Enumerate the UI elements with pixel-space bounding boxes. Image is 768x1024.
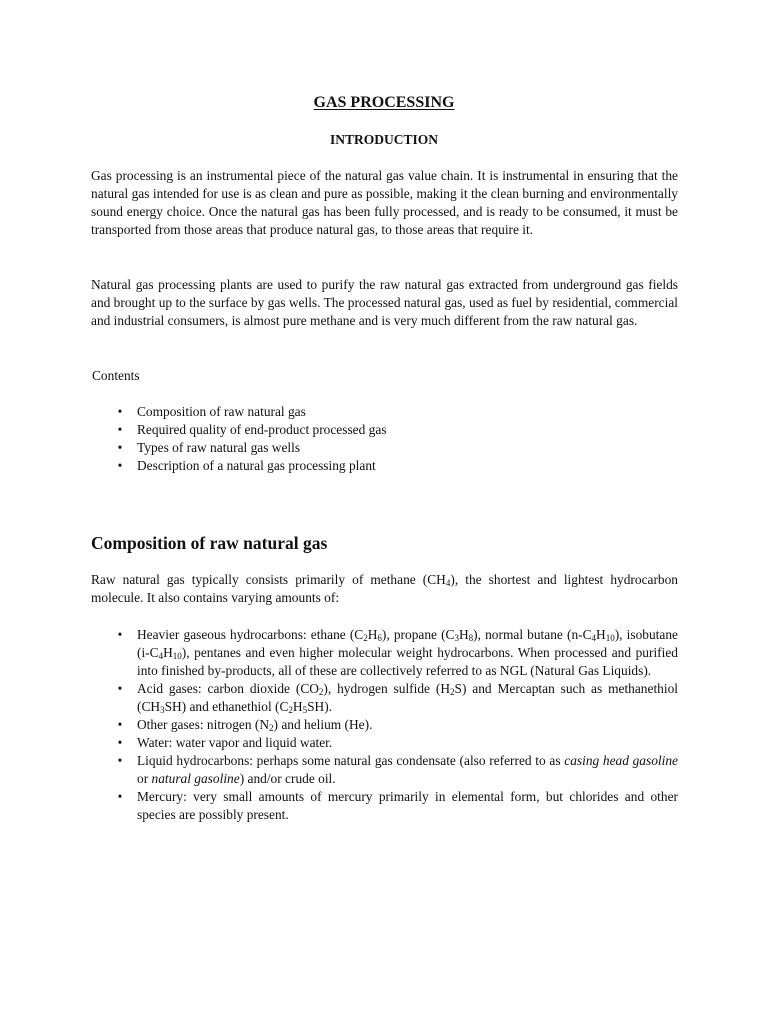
bullet-icon: •: [117, 458, 123, 473]
list-item: [91, 716, 678, 734]
intro-paragraph-2: Natural gas processing plants are used to purify the raw natural gas extracted from underground gas fields and brought up to the surface by gas wells. The processed natural gas, used as fuel by residential, commercial and industrial consumers, is almost pure methane and is very much different from the raw natural gas.: [91, 277, 678, 328]
bullet-icon: •: [117, 681, 123, 696]
bullet-icon: •: [117, 789, 123, 804]
list-item: [91, 457, 678, 475]
section-heading: Composition of raw natural gas: [91, 533, 328, 553]
bullet-icon: •: [117, 627, 123, 642]
contents-list: [91, 403, 678, 475]
contents-item-text: Composition of raw natural gas: [137, 404, 306, 419]
contents-item-text: Required quality of end-product processed gas: [137, 422, 387, 437]
introduction-heading: INTRODUCTION: [329, 132, 438, 147]
bullet-icon: •: [117, 753, 123, 768]
composition-item-acid: Acid gases: carbon dioxide $(CO_2)$, hydrogen sulfide $(H_2S)$ and Mercaptan such as methanethiol $(CH_3SH)$ and ethanethiol $(C_2H_5SH)$.: [137, 681, 678, 715]
contents-label: Contents: [92, 368, 140, 383]
contents-item-text: Description of a natural gas processing plant: [137, 458, 376, 473]
composition-item-water: Water: water vapor and liquid water.: [137, 735, 333, 750]
bullet-icon: •: [117, 735, 123, 750]
bullet-icon: •: [117, 404, 123, 419]
list-item: [91, 734, 678, 752]
list-item: [91, 439, 678, 457]
section-intro-paragraph: Raw natural gas typically consists primarily of methane $(CH_4)$, the shortest and lightest hydrocarbon molecule. It also contains varying amounts of:: [91, 572, 678, 605]
document-title: GAS PROCESSING: [313, 94, 455, 111]
list-item: [91, 680, 678, 716]
list-item: [91, 403, 678, 421]
list-item: [91, 788, 678, 824]
list-item: [91, 626, 678, 680]
bullet-icon: •: [117, 440, 123, 455]
bullet-icon: •: [117, 422, 123, 437]
composition-item-heavier: Heavier gaseous hydrocarbons: ethane $(C_2H_6)$, propane $(C_3H_8)$, normal butane $(n-C_4H_{10})$, isobutane $(i-C_4H_{10})$, pentanes and even higher molecular weight hydrocarbons. When processed and purified into finished by-products, all of these are collectively referred to as NGL (Natural Gas Liquids).: [137, 627, 678, 678]
list-item: [91, 752, 678, 788]
bullet-icon: •: [117, 717, 123, 732]
composition-item-mercury: Mercury: very small amounts of mercury primarily in elemental form, but chlorides and other species are possibly present.: [137, 789, 678, 822]
list-item: [91, 421, 678, 439]
composition-item-other: Other gases: nitrogen $(N_2)$ and helium (He).: [137, 717, 373, 733]
composition-list: [91, 626, 678, 824]
intro-paragraph-1: Gas processing is an instrumental piece of the natural gas value chain. It is instrumental in ensuring that the natural gas intended for use is as clean and pure as possible, making it the clean burning and environmentally sound energy choice. Once the natural gas has been fully processed, and is ready to be consumed, it must be transported from those areas that produce natural gas, to those areas that require it.: [91, 168, 678, 237]
contents-item-text: Types of raw natural gas wells: [137, 440, 301, 455]
composition-item-liquid: Liquid hydrocarbons: perhaps some natural gas condensate (also referred to as casing head gasoline or natural gasoline) and/or crude oil.: [137, 753, 678, 786]
